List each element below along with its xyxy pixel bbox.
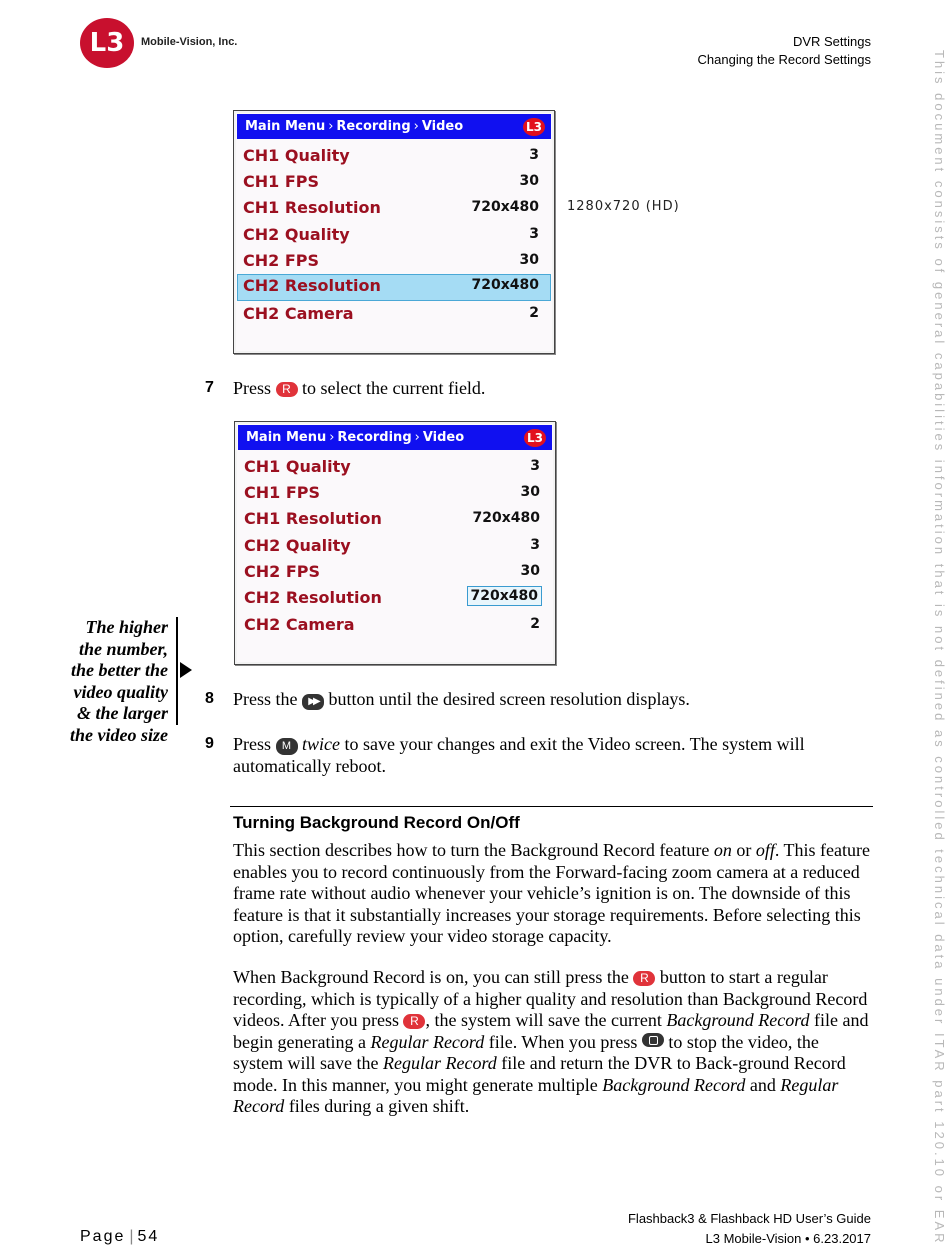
resolution-option-note: 1280x720 (HD)	[567, 199, 680, 214]
page-number-value: 54	[137, 1228, 160, 1245]
footer-company-date: L3 Mobile-Vision • 6.23.2017	[705, 1231, 871, 1246]
row-value: 3	[530, 458, 540, 474]
l3-badge-icon: L3	[524, 429, 546, 447]
step-number-8: 8	[205, 690, 214, 707]
row-value: 3	[530, 537, 540, 553]
menu-row-ch2-camera[interactable]	[238, 613, 552, 637]
para-emphasis: Regular Record	[370, 1031, 485, 1052]
chevron-right-icon: ›	[413, 119, 419, 134]
breadcrumb-video: Video	[421, 119, 464, 134]
side-note-line: the number,	[78, 638, 168, 659]
section-heading: Turning Background Record On/Off	[233, 813, 520, 832]
breadcrumb-recording: Recording	[336, 119, 411, 134]
side-note	[48, 617, 168, 746]
row-value: 3	[529, 147, 539, 163]
breadcrumb-recording: Recording	[337, 430, 412, 445]
row-label: CH2 Resolution	[243, 276, 381, 295]
row-label: CH2 FPS	[244, 562, 321, 581]
para-text: button to start a regular recording, which is typically of a higher quality and resolution than Background Record videos. After you press	[233, 967, 868, 1030]
side-note-bar	[176, 617, 178, 725]
para-text: . This feature enables you to record continuously from the Forward-facing zoom camera at a reduced frame rate without audio whenever your vehicle’s ignition is on. The downside of this feature is that it substantially increases your storage requirements. Before selecting this option, carefully review your video storage capacity.	[233, 840, 871, 946]
para-emphasis: Regular Record	[233, 1074, 839, 1116]
row-value: 30	[520, 484, 540, 500]
row-value: 3	[529, 226, 539, 242]
step-emphasis: twice	[302, 734, 341, 754]
para-text: files during a given shift.	[284, 1096, 470, 1116]
row-value: 30	[519, 173, 539, 189]
screen-breadcrumb	[238, 425, 552, 450]
side-note-line: video quality	[73, 681, 168, 702]
page-number	[80, 1228, 159, 1246]
section-paragraph-1	[233, 840, 873, 948]
para-text: , the system will save the current	[425, 1010, 667, 1030]
menu-button-icon: M	[276, 738, 298, 755]
step-text: button until the desired screen resolution displays.	[328, 689, 690, 709]
para-text: file. When you press	[484, 1031, 642, 1052]
record-button-icon: R	[276, 382, 298, 397]
dvr-video-screen-2	[234, 421, 556, 665]
side-note-line: the better the	[71, 660, 168, 680]
breadcrumb-main-menu: Main Menu	[245, 119, 326, 134]
menu-row-ch1-quality[interactable]	[237, 144, 551, 168]
l3-logo-letters: L3	[89, 28, 125, 58]
menu-row-ch2-quality[interactable]	[237, 223, 551, 247]
step-text: Press	[233, 378, 272, 398]
menu-row-ch2-fps[interactable]	[237, 249, 551, 273]
row-label: CH1 Resolution	[243, 198, 381, 217]
chevron-right-icon: ›	[329, 430, 335, 445]
pointer-arrow-icon	[180, 662, 192, 678]
row-label: CH1 FPS	[244, 483, 321, 502]
step-text: automatically reboot.	[233, 756, 386, 776]
para-text: file and return the DVR to Back-ground Record mode. In this manner, you might generate multiple	[233, 1053, 846, 1095]
menu-row-ch1-quality[interactable]	[238, 455, 552, 479]
row-label: CH1 Resolution	[244, 509, 382, 528]
step-text: to save your changes and exit the Video screen. The system will	[344, 734, 805, 754]
row-label: CH2 FPS	[243, 251, 320, 270]
para-text: and	[745, 1074, 781, 1095]
section-divider	[230, 806, 873, 807]
para-emphasis: on	[713, 840, 732, 860]
row-label: CH2 Quality	[243, 225, 350, 244]
section-paragraph-2	[233, 967, 873, 1118]
dvr-video-screen-1	[233, 110, 555, 354]
menu-row-ch2-resolution-selected[interactable]	[238, 586, 552, 610]
step-9-text	[233, 733, 873, 777]
header-section: DVR Settings	[792, 34, 871, 49]
company-name: Mobile-Vision, Inc.	[141, 36, 238, 48]
chevron-right-icon: ›	[328, 119, 334, 134]
breadcrumb-video: Video	[422, 430, 465, 445]
row-value: 2	[529, 305, 539, 321]
step-text: Press	[233, 734, 272, 754]
selected-value-field[interactable]: 720x480	[467, 586, 542, 606]
row-label: CH1 FPS	[243, 172, 320, 191]
menu-row-ch2-quality[interactable]	[238, 534, 552, 558]
row-value: 720x480	[471, 277, 539, 293]
step-number-7: 7	[205, 379, 214, 396]
row-label: CH1 Quality	[243, 146, 350, 165]
row-value: 2	[530, 616, 540, 632]
menu-row-ch2-fps[interactable]	[238, 560, 552, 584]
para-text: file and begin generating a	[233, 1010, 869, 1052]
para-text: This section describes how to turn the Background Record feature	[233, 840, 714, 860]
row-value: 720x480	[472, 510, 540, 526]
stop-button-icon	[642, 1033, 664, 1047]
menu-row-ch2-camera[interactable]	[237, 302, 551, 326]
para-emphasis: off	[755, 840, 775, 860]
row-label: CH2 Quality	[244, 536, 351, 555]
para-text: to stop the video, the system will save the	[233, 1031, 819, 1073]
para-text: When Background Record is on, you can still press the	[233, 967, 634, 987]
row-value: 30	[520, 563, 540, 579]
step-7-text	[233, 377, 485, 399]
screen-breadcrumb	[237, 114, 551, 139]
side-note-line: & the larger	[76, 703, 168, 723]
side-note-line: The higher	[85, 617, 168, 637]
chevron-right-icon: ›	[414, 430, 420, 445]
row-label: CH2 Camera	[244, 615, 355, 634]
fast-forward-icon: ▶▶	[302, 694, 324, 710]
side-note-line: the video size	[70, 724, 168, 745]
step-8-text	[233, 688, 690, 710]
row-label: CH1 Quality	[244, 457, 351, 476]
para-emphasis: Regular Record	[382, 1053, 497, 1073]
menu-row-ch1-fps[interactable]	[237, 170, 551, 194]
breadcrumb-main-menu: Main Menu	[246, 430, 327, 445]
row-label: CH2 Resolution	[244, 588, 382, 607]
menu-row-ch1-resolution[interactable]	[237, 196, 551, 220]
row-value: 30	[519, 252, 539, 268]
record-button-icon: R	[633, 971, 655, 986]
para-emphasis: Background Record	[666, 1010, 810, 1030]
menu-row-ch2-resolution-highlighted[interactable]	[237, 274, 551, 301]
step-text: Press the	[233, 689, 298, 709]
menu-row-ch1-resolution[interactable]	[238, 507, 552, 531]
l3-badge-icon: L3	[523, 118, 545, 136]
row-value: 720x480	[471, 199, 539, 215]
page-label: Page	[80, 1228, 126, 1245]
para-text: or	[731, 840, 756, 860]
page-separator: |	[129, 1228, 134, 1245]
itar-watermark: This document consists of general capabilities information that is not defined as controlled technical data under ITAR part 120.10 or EAR	[932, 50, 947, 1246]
menu-row-ch1-fps[interactable]	[238, 481, 552, 505]
row-label: CH2 Camera	[243, 304, 354, 323]
step-number-9: 9	[205, 735, 214, 752]
record-button-icon: R	[403, 1014, 425, 1029]
footer-guide-title: Flashback3 & Flashback HD User’s Guide	[627, 1211, 871, 1226]
header-subsection: Changing the Record Settings	[697, 52, 871, 67]
para-emphasis: Background Record	[602, 1074, 746, 1095]
step-text: to select the current field.	[302, 378, 486, 398]
